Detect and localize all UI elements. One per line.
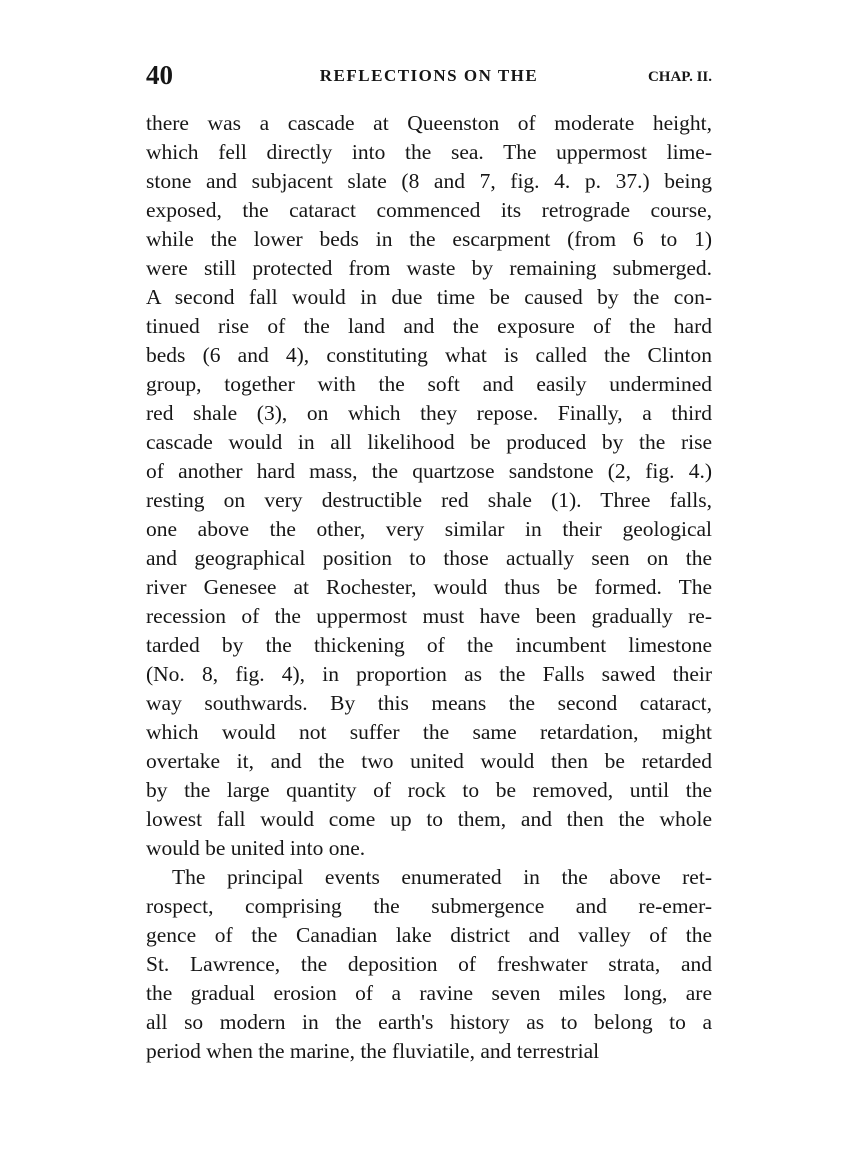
text-line: lowest fall would come up to them, and then the whole (146, 807, 712, 831)
text-line: were still protected from waste by remaining submerged. (146, 256, 712, 280)
text-line: exposed, the cataract commenced its retrograde course, (146, 198, 712, 222)
text-line: river Genesee at Rochester, would thus be formed. The (146, 575, 712, 599)
chapter-reference: CHAP. II. (647, 69, 712, 85)
text-line: one above the other, very similar in their geological (146, 517, 712, 541)
text-line: The principal events enumerated in the above ret- (172, 865, 712, 889)
text-line: gence of the Canadian lake district and valley of the (146, 923, 712, 947)
text-line: which would not suffer the same retardation, might (146, 720, 712, 744)
text-line: overtake it, and the two united would then be retarded (146, 749, 712, 773)
paragraph-1 (146, 109, 712, 863)
text-line: stone and subjacent slate (8 and 7, fig. 4. p. 37.) being (146, 169, 712, 193)
text-line: way southwards. By this means the second cataract, (146, 691, 712, 715)
text-line: recession of the uppermost must have been gradually re- (146, 604, 712, 628)
text-line: resting on very destructible red shale (1). Three falls, (146, 488, 712, 512)
text-line: which fell directly into the sea. The uppermost lime- (146, 140, 712, 164)
text-line: by the large quantity of rock to be removed, until the (146, 778, 712, 802)
running-title: REFLECTIONS ON THE (319, 66, 539, 85)
text-line: rospect, comprising the submergence and re-emer- (146, 894, 712, 918)
text-line: and geographical position to those actually seen on the (146, 546, 712, 570)
text-line: group, together with the soft and easily undermined (146, 372, 712, 396)
text-line: while the lower beds in the escarpment (from 6 to 1) (146, 227, 712, 251)
text-line: (No. 8, fig. 4), in proportion as the Falls sawed their (146, 662, 712, 686)
text-line: A second fall would in due time be caused by the con- (146, 285, 712, 309)
text-line: of another hard mass, the quartzose sandstone (2, fig. 4.) (146, 459, 712, 483)
text-line: St. Lawrence, the deposition of freshwater strata, and (146, 952, 712, 976)
text-line: cascade would in all likelihood be produced by the rise (146, 430, 712, 454)
text-line: all so modern in the earth's history as to belong to a (146, 1010, 712, 1034)
text-line: would be united into one. (146, 836, 366, 860)
text-line: period when the marine, the fluviatile, and terrestrial (146, 1039, 600, 1063)
body-text (146, 109, 712, 1066)
paragraph-2 (146, 863, 712, 1066)
text-line: red shale (3), on which they repose. Finally, a third (146, 401, 712, 425)
text-line: tarded by the thickening of the incumbent limestone (146, 633, 712, 657)
text-line: beds (6 and 4), constituting what is called the Clinton (146, 343, 712, 367)
text-line: tinued rise of the land and the exposure of the hard (146, 314, 712, 338)
running-header (146, 58, 712, 92)
text-line: there was a cascade at Queenston of moderate height, (146, 111, 712, 135)
page-number: 40 (146, 60, 173, 90)
text-line: the gradual erosion of a ravine seven miles long, are (146, 981, 712, 1005)
